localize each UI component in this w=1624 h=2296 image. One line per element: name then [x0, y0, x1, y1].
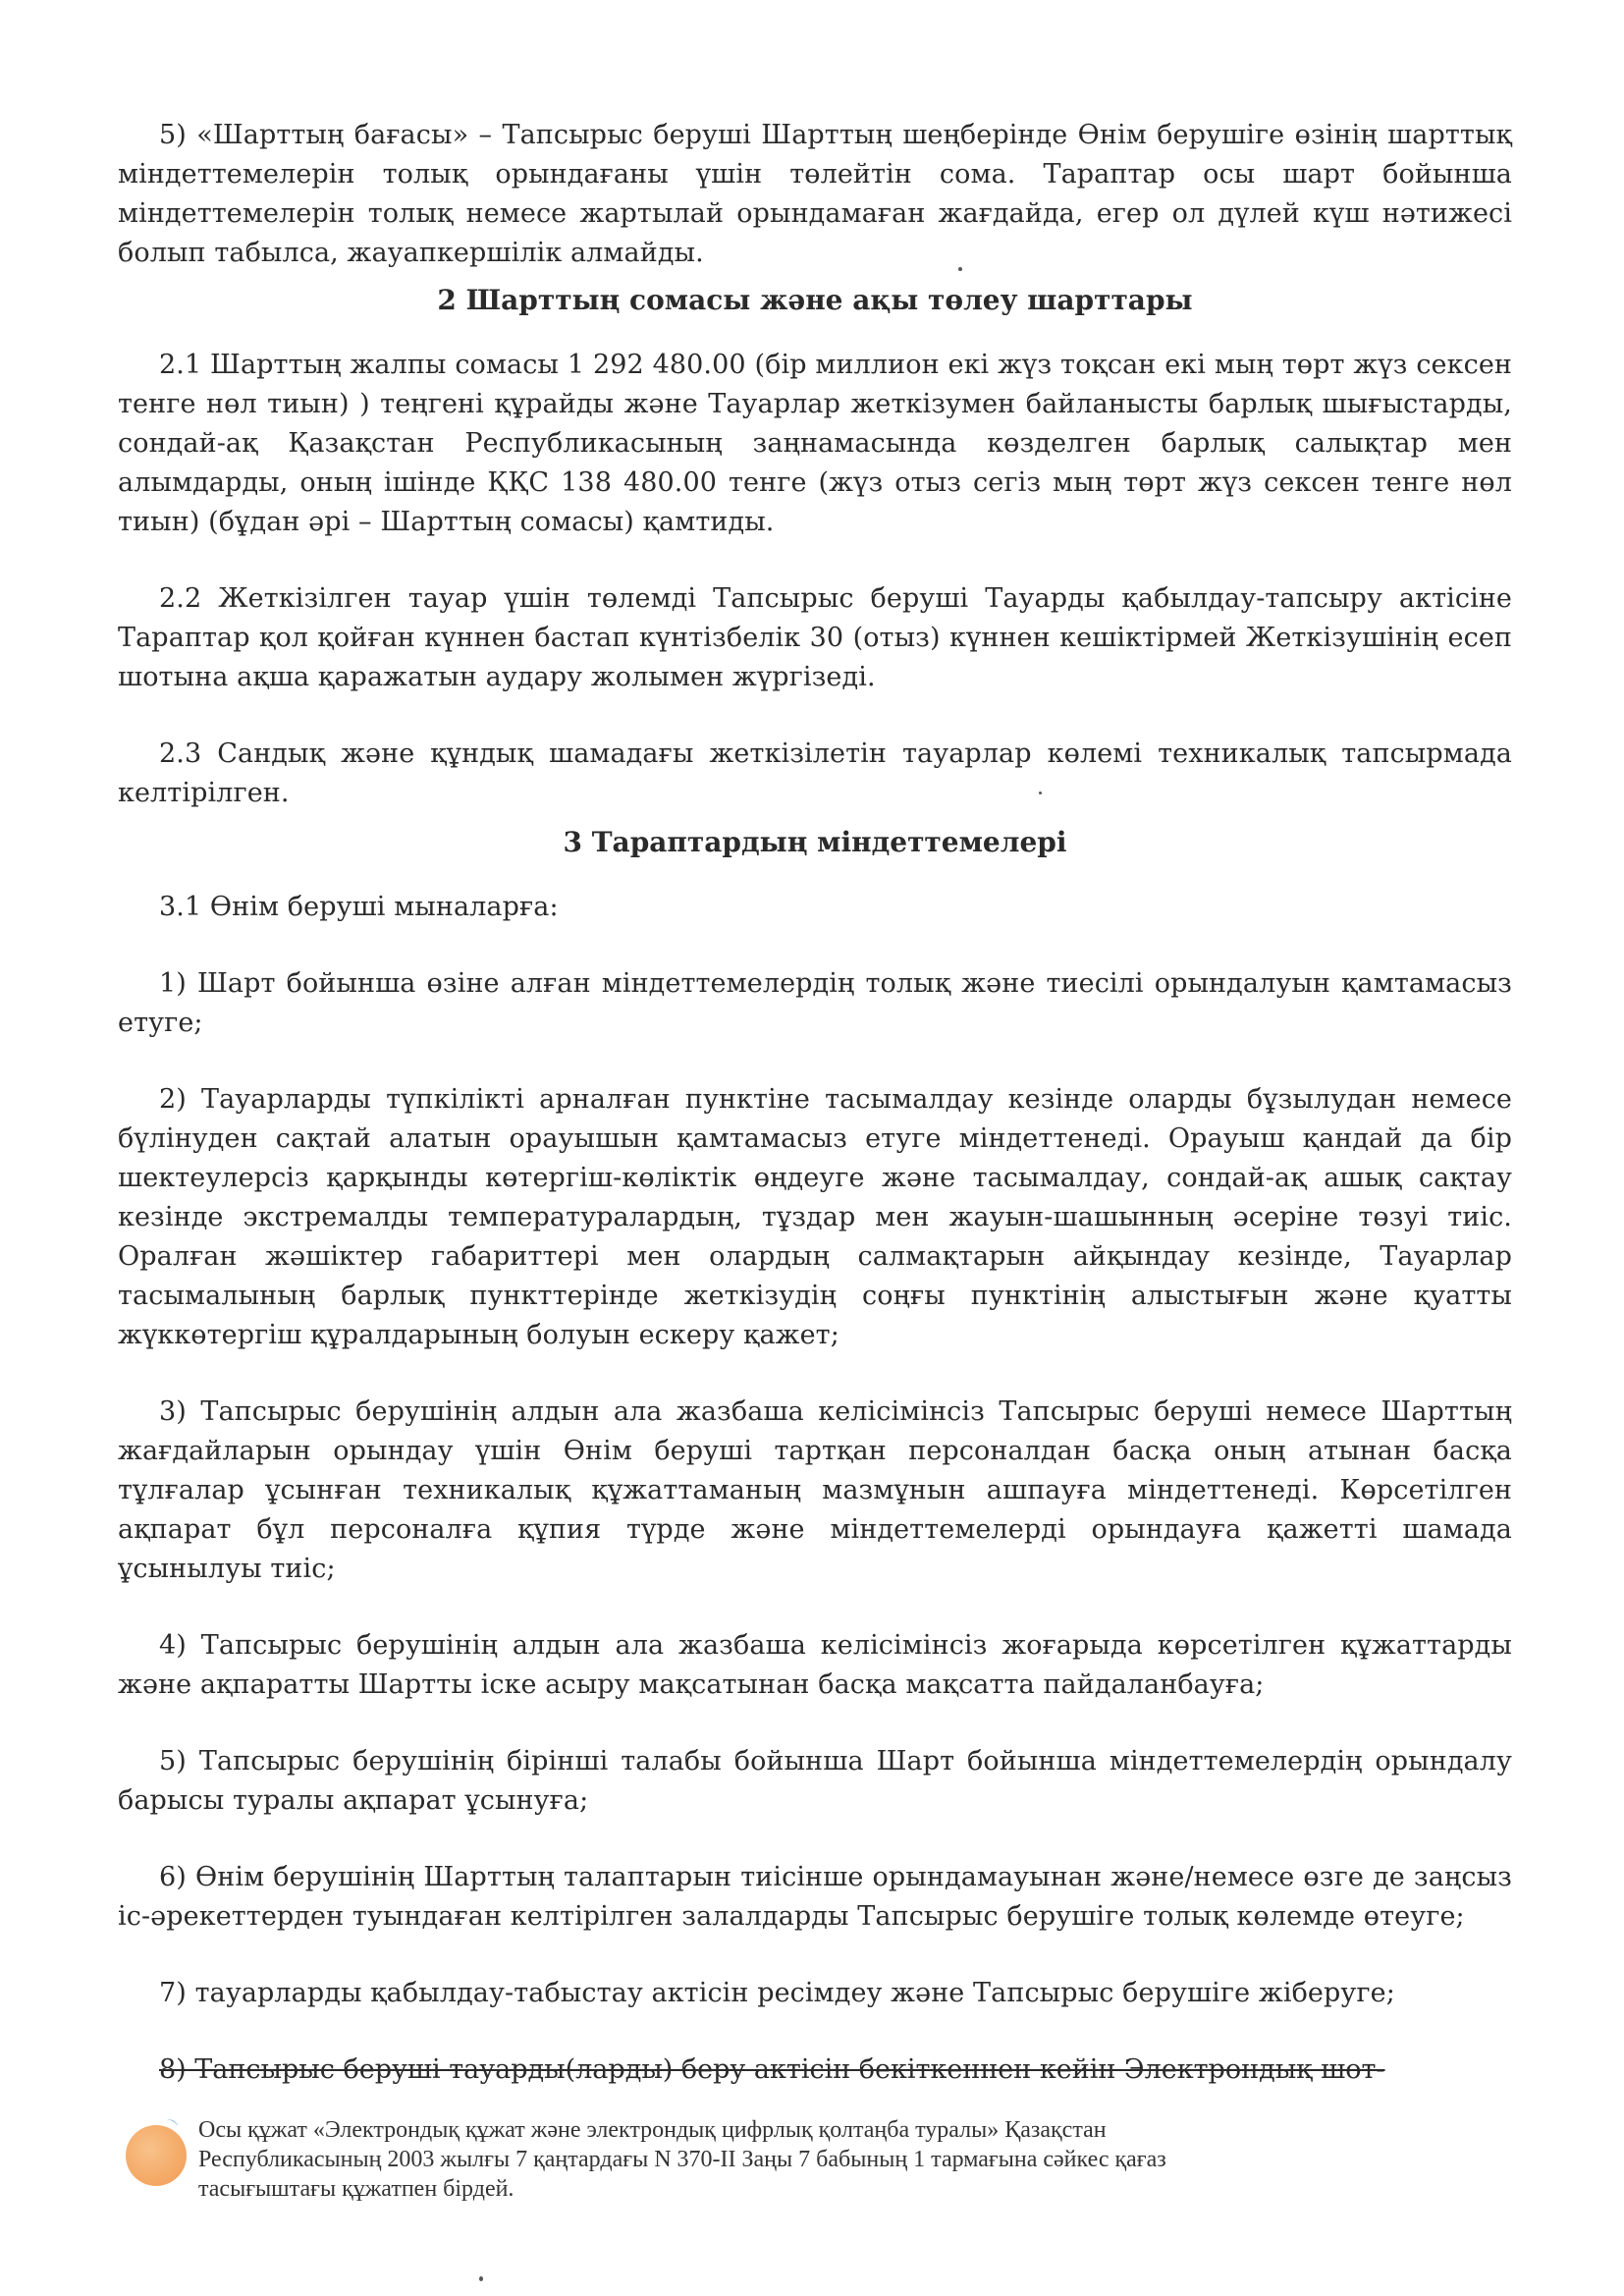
section-2-heading: 2 Шарттың сомасы және ақы төлеу шарттары	[437, 284, 1193, 316]
e-document-footer	[126, 2115, 1402, 2214]
paragraph-2-2: 2.2 Жеткізілген тауар үшін төлемді Тапсырыс беруші Тауарды қабылдау-тапсыру актісіне Тараптар қол қойған күннен бастап күнтізбелік 30 (отыз) күннен кешіктірмей Жеткізушінің есеп шотына ақша қаражатын аудару жолымен жүргізеді.	[118, 583, 1512, 692]
list-item-5: 5) Тапсырыс берушінің бірінші талабы бойынша Шарт бойынша міндеттемелердің орындалу барысы туралы ақпарат ұсынуға;	[118, 1746, 1512, 1816]
list-item-4: 4) Тапсырыс берушінің алдын ала жазбаша келісімінсіз жоғарыда көрсетілген құжаттарды және ақпаратты Шартты іске асыру мақсатынан басқа мақсатта пайдаланбауға;	[118, 1630, 1512, 1700]
paragraph-2-3: 2.3 Сандық және құндық шамадағы жеткізілетін тауарлар көлемі техникалық тапсырмада келтірілген.	[118, 738, 1512, 808]
list-item-2: 2) Тауарларды түпкілікті арналған пунктіне тасымалдау кезінде оларды бұзылудан немесе бүлінуден сақтай алатын орауышын қамтамасыз етуге міндеттенеді. Орауыш қандай да бір шектеулерсіз қарқынды көтергіш-көліктік өңдеуге және тасымалдау, сондай-ақ ашық сақтау кезінде экстремалды температуралардың, тұздар мен жауын-шашынның әсеріне төзуі тиіс. Оралған жәшіктер габариттері мен олардың салмақтарын айқындау кезінде, Тауарлар тасымалының барлық пункттерінде жеткізудің соңғы пунктінің алыстығын және қуатты жүккөтергіш құралдарының болуын ескеру қажет;	[118, 1084, 1512, 1350]
list-item-8-partial: 8) Тапсырыс беруші тауарды(ларды) беру актісін бекіткеннен кейін Электрондық шот-	[159, 2054, 1385, 2085]
list-item-3: 3) Тапсырыс берушінің алдын ала жазбаша келісімінсіз Тапсырыс беруші немесе Шарттың жағдайларын орындау үшін Өнім беруші тартқан персоналдан басқа оның атынан басқа тұлғалар ұсынған техникалық құжаттаманың мазмұнын ашпауға міндеттенеді. Көрсетілген ақпарат бұл персоналға құпия түрде және міндеттемелерді орындауға қажетті шамада ұсынылуы тиіс;	[118, 1396, 1512, 1584]
footer-legal-note	[198, 2115, 1396, 2204]
footer-line-2: Республикасының 2003 жылғы 7 қаңтардағы N 370-II Заңы 7 бабының 1 тармағына сәйкес қағаз	[198, 2147, 1166, 2172]
list-item-1: 1) Шарт бойынша өзіне алған міндеттемелердің толық және тиесілі орындалуын қамтамасыз етуге;	[118, 968, 1512, 1038]
footer-line-1: Осы құжат «Электрондық құжат және электрондық цифрлық қолтаңба туралы» Қазақстан	[198, 2117, 1107, 2143]
paragraph-2-1: 2.1 Шарттың жалпы сомасы 1 292 480.00 (бір миллион екі жүз тоқсан екі мың төрт жүз сексен тенге нөл тиын) ) теңгені құрайды және Тауарлар жеткізумен байланысты барлық шығыстарды, сондай-ақ Қазақстан Республикасының заңнамасында көзделген барлық салықтар мен алымдарды, оның ішінде ҚҚС 138 480.00 тенге (жүз отыз сегіз мың төрт жүз сексен тенге нөл тиын) (бұдан әрі – Шарттың сомасы) қамтиды.	[118, 350, 1512, 537]
seal-arc-decoration: ⌒	[162, 2116, 180, 2135]
list-item-6: 6) Өнім берушінің Шарттың талаптарын тиісінше орындамауынан және/немесе өзге де заңсыз іс-әрекеттерден туындаған келтірілген залалдарды Тапсырыс берушіге толық көлемде өтеуге;	[118, 1862, 1512, 1932]
scan-speck	[958, 267, 962, 271]
paragraph-3-1: 3.1 Өнім беруші мыналарға:	[159, 892, 559, 922]
footer-line-3: тасығыштағы құжатпен бірдей.	[198, 2176, 514, 2202]
document-page	[118, 116, 1512, 2090]
scan-speck	[1039, 792, 1042, 794]
list-item-7: 7) тауарларды қабылдау-табыстау актісін ресімдеу және Тапсырыс берушіге жіберуге;	[159, 1978, 1395, 2008]
paragraph-contract-price-definition: 5) «Шарттың бағасы» – Тапсырыс беруші Шарттың шеңберінде Өнім берушіге өзінің шарттық міндеттемелерін толық орындағаны үшін төлейтін сома. Тараптар осы шарт бойынша міндеттемелерін толық немесе жартылай орындамаған жағдайда, егер ол дүлей күш нәтижесі болып табылса, жауапкершілік алмайды.	[118, 120, 1512, 268]
seal-icon	[126, 2125, 187, 2186]
section-3-heading: 3 Тараптардың міндеттемелері	[563, 826, 1067, 858]
scan-speck	[479, 2276, 483, 2281]
